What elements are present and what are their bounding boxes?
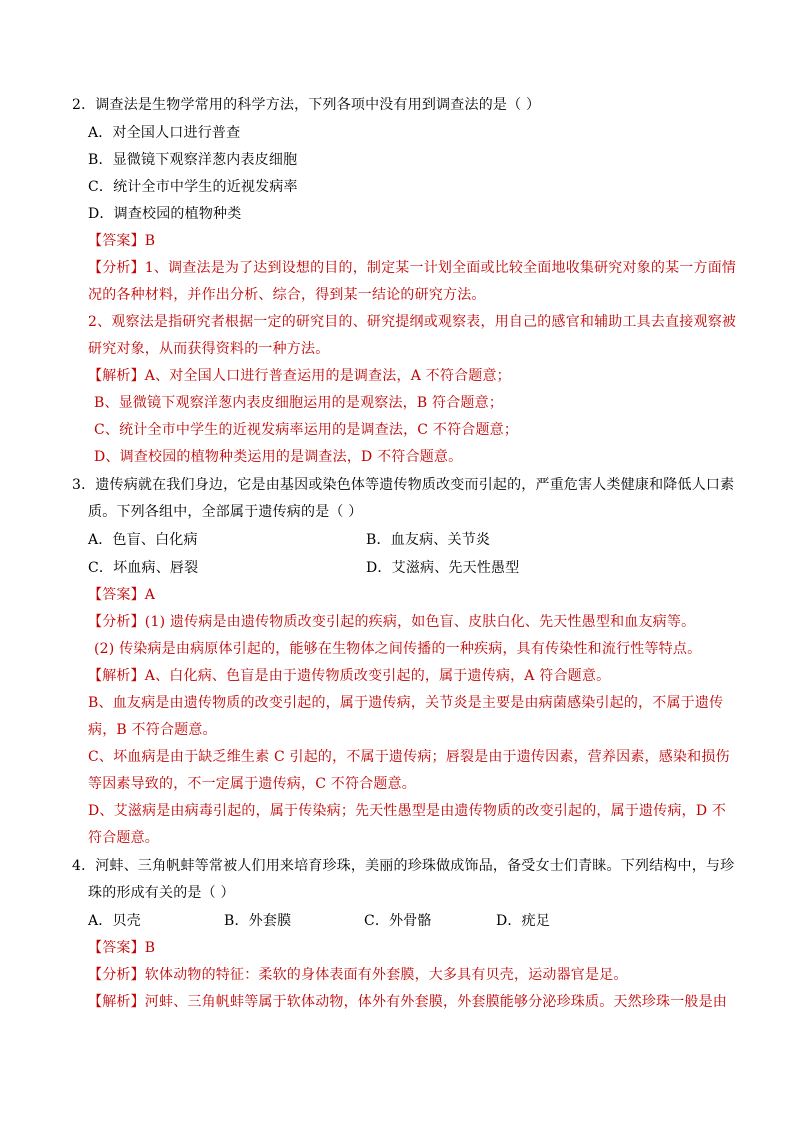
q3-option-b: B．血友病、关节炎 <box>366 532 491 548</box>
q4-option-b: B．外套膜 <box>224 913 292 929</box>
q2-explanation-line1: 【解析】A、对全国人口进行普查运用的是调查法，A 不符合题意； <box>88 368 511 384</box>
q4-option-a: A．贝壳 <box>88 913 141 929</box>
q3-explanation-line2: B、血友病是由遗传物质的改变引起的，属于遗传病，关节炎是主要是由病菌感染引起的，不属于遗传 <box>88 695 724 711</box>
q2-explanation-line4: D、调查校园的植物种类运用的是调查法，D 不符合题意。 <box>94 449 463 465</box>
q3-stem-line1: 3．遗传病就在我们身边，它是由基因或染色体等遗传物质改变而引起的，严重危害人类健康和降低人口素 <box>72 477 735 493</box>
q3-explanation-line1: 【解析】A、白化病、色盲是由于遗传物质改变引起的，属于遗传病，A 符合题意。 <box>88 668 611 684</box>
q4-option-c: C．外骨骼 <box>364 913 432 929</box>
q3-explanation-line7: 符合题意。 <box>88 830 159 846</box>
q2-analysis-line2: 况的各种材料，并作出分析、综合，得到某一结论的研究方法。 <box>88 287 486 303</box>
q3-explanation-line5: 等因素导致的，不一定属于遗传病，C 不符合题意。 <box>88 776 416 792</box>
q2-stem: 2．调查法是生物学常用的科学方法，下列各项中没有用到调查法的是（ ） <box>72 97 541 113</box>
q3-explanation-line3: 病，B 不符合题意。 <box>88 722 217 738</box>
q2-analysis-line1: 【分析】1、调查法是为了达到设想的目的，制定某一计划全面或比较全面地收集研究对象的某一方面情 <box>88 260 737 276</box>
q4-stem-line1: 4．河蚌、三角帆蚌等常被人们用来培育珍珠，美丽的珍珠做成饰品，备受女士们青睐。下列结构中，与珍 <box>72 858 735 874</box>
q3-explanation-line6: D、艾滋病是由病毒引起的，属于传染病；先天性愚型是由遗传物质的改变引起的，属于遗传病，D 不 <box>88 803 727 819</box>
q4-analysis: 【分析】软体动物的特征：柔软的身体表面有外套膜，大多具有贝壳，运动器官是足。 <box>88 967 628 983</box>
q4-answer: 【答案】B <box>88 940 156 956</box>
q3-answer: 【答案】A <box>88 587 156 603</box>
q2-answer: 【答案】B <box>88 233 156 249</box>
q2-explanation-line2: B、显微镜下观察洋葱内表皮细胞运用的是观察法，B 符合题意； <box>94 395 504 411</box>
q2-analysis-line3: 2、观察法是指研究者根据一定的研究目的、研究提纲或观察表，用自己的感官和辅助工具去直接观察被 <box>88 314 737 330</box>
q2-explanation-line3: C、统计全市中学生的近视发病率运用的是调查法，C 不符合题意； <box>94 422 519 438</box>
q4-stem-line2: 珠的形成有关的是（ ） <box>88 885 235 901</box>
q3-explanation-line4: C、坏血病是由于缺乏维生素 C 引起的，不属于遗传病；唇裂是由于遗传因素，营养因素，感染和损伤 <box>88 749 730 765</box>
q3-option-a: A．色盲、白化病 <box>88 532 198 548</box>
q2-option-b: B．显微镜下观察洋葱内表皮细胞 <box>88 152 298 168</box>
q2-option-d: D．调查校园的植物种类 <box>88 206 242 222</box>
q4-option-d: D．疣足 <box>496 913 551 929</box>
q3-analysis-line2: (2) 传染病是由病原体引起的，能够在生物体之间传播的一种疾病，具有传染性和流行性等特点。 <box>94 641 702 657</box>
q3-stem-line2: 质。下列各组中，全部属于遗传病的是（ ） <box>88 504 363 520</box>
q3-analysis-line1: 【分析】(1) 遗传病是由遗传物质改变引起的疾病，如色盲、皮肤白化、先天性愚型和血友病等。 <box>88 614 696 630</box>
q4-explanation-line1: 【解析】河蚌、三角帆蚌等属于软体动物，体外有外套膜，外套膜能够分泌珍珠质。天然珍珠一般是由 <box>88 994 727 1010</box>
q2-option-c: C．统计全市中学生的近视发病率 <box>88 179 298 195</box>
q3-option-c: C．坏血病、唇裂 <box>88 560 199 576</box>
q3-option-d: D．艾滋病、先天性愚型 <box>366 560 520 576</box>
q2-analysis-line4: 研究对象，从而获得资料的一种方法。 <box>88 341 330 357</box>
q2-option-a: A．对全国人口进行普查 <box>88 125 241 141</box>
